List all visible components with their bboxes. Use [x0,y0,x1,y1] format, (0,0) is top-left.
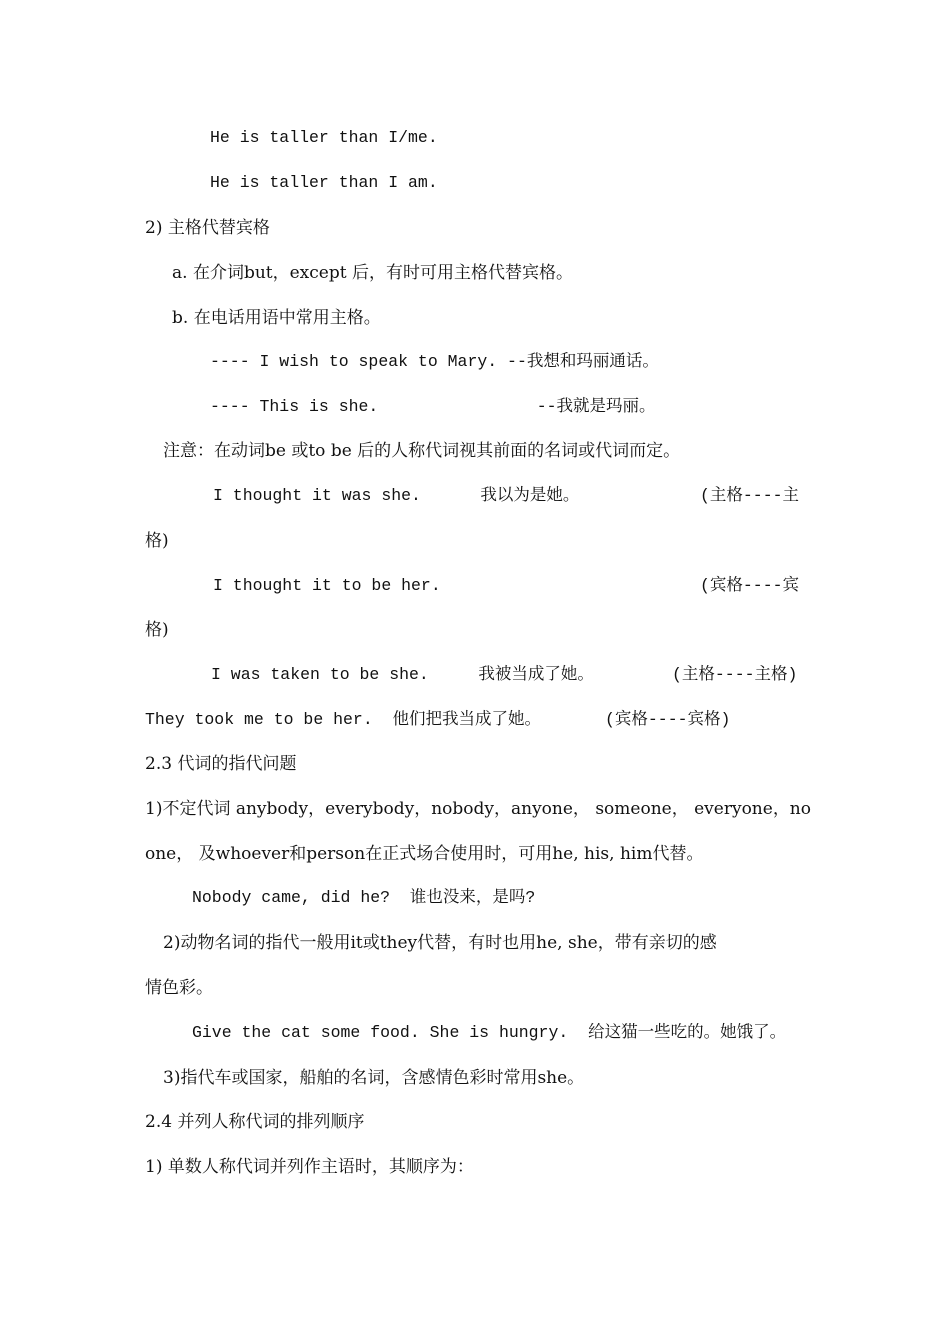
note-line: 注意：在动词be 或to be 后的人称代词视其前面的名词或代词而定。 [163,441,681,461]
example-annotation: (宾格----宾格) [605,710,731,729]
example-line: He is taller than I am. [210,173,438,192]
example-line: They took me to be her. 他们把我当成了她。 [145,710,542,729]
example-line: I thought it to be her. [213,576,441,595]
example-line: ---- I wish to speak to Mary. --我想和玛丽通话。 [210,352,659,371]
section-heading: 2.3 代词的指代问题 [145,754,297,774]
example-line: ---- This is she. --我就是玛丽。 [210,397,656,416]
body-line: 2)动物名词的指代一般用it或they代替，有时也用he, she，带有亲切的感 [163,933,717,953]
example-line: I was taken to be she. 我被当成了她。 [211,665,594,684]
body-line: 1)不定代词 anybody，everybody，nobody，anyone， someone， everyone，no [145,799,811,819]
section-heading: 2) 主格代替宾格 [145,218,270,238]
body-line: 1) 单数人称代词并列作主语时，其顺序为： [145,1157,474,1177]
body-line: one， 及whoever和person在正式场合使用时，可用he, his, him代替。 [145,844,704,864]
rule-line: a. 在介词but，except 后，有时可用主格代替宾格。 [172,263,573,283]
body-line: 3)指代车或国家，船舶的名词，含感情色彩时常用she。 [163,1068,585,1088]
example-line: Nobody came, did he? 谁也没来，是吗? [192,888,536,907]
body-line: 情色彩。 [145,978,213,998]
example-annotation: (主格----主格) [672,665,798,684]
rule-line: b. 在电话用语中常用主格。 [172,308,381,328]
section-heading: 2.4 并列人称代词的排列顺序 [145,1112,365,1132]
example-line: I thought it was she. 我以为是她。 [213,486,580,505]
example-line: He is taller than I/me. [210,128,438,147]
example-annotation: (宾格----宾 [700,576,800,595]
example-annotation: (主格----主 [700,486,800,505]
example-line: Give the cat some food. She is hungry. 给这猫一些吃的。她饿了。 [192,1023,787,1042]
example-annotation: 格) [145,620,169,640]
example-annotation: 格) [145,531,169,551]
